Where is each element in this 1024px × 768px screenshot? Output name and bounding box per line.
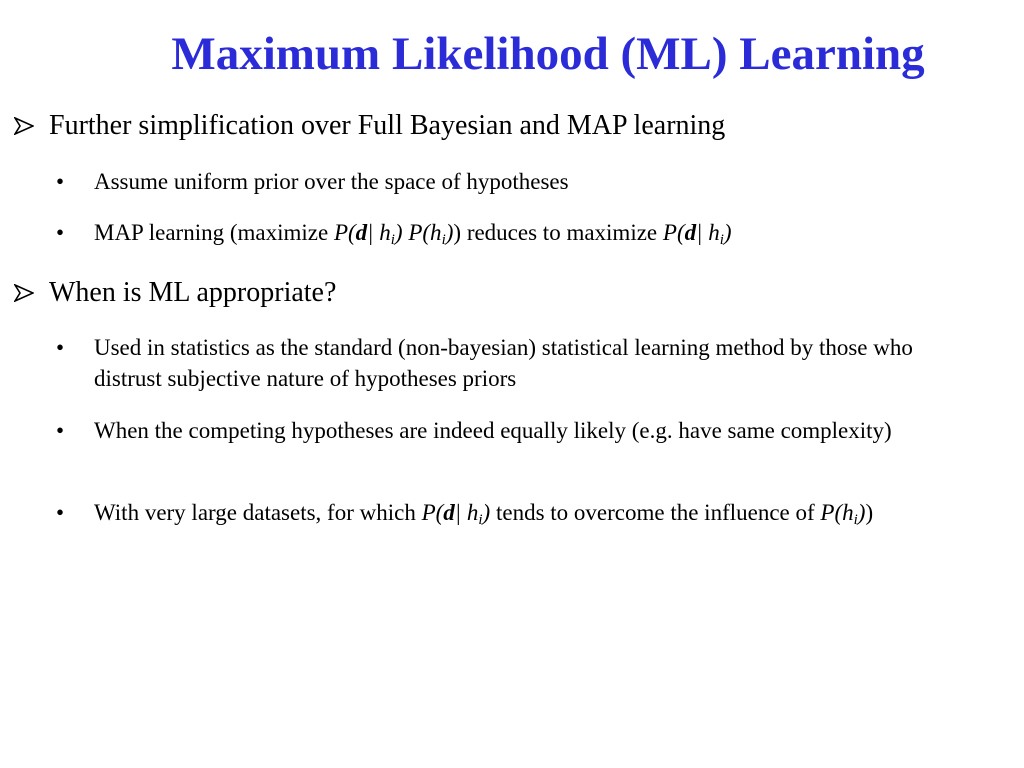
bullet-dot-icon: • [56,169,65,194]
slide-title: Maximum Likelihood (ML) Learning [171,28,925,80]
bullet-dot-icon: • [56,220,65,245]
sub-bullet-2-1 [56,332,976,394]
sub-bullet-1-2-text: MAP learning (maximize P(d| $h_i$) $P(h_i)$) reduces to maximize P(d| $h_i$) [94,220,732,248]
sub-bullet-2-2-text: When the competing hypotheses are indeed equally likely (e.g. have same complexity) [94,418,892,443]
arrowhead-bullet-icon [14,117,34,135]
sub-bullet-2-3 [56,497,976,528]
arrowhead-bullet-icon [14,284,34,302]
bullet-dot-icon: • [56,500,65,525]
sub-bullet-2-2 [56,415,976,446]
bullet-point-2-text: When is ML appropriate? [49,277,337,308]
sub-bullet-1-2 [56,217,976,248]
sub-bullet-2-1-text: Used in statistics as the standard (non-bayesian) statistical learning method by those who distrust subjective nature of hypotheses priors [94,335,913,391]
bullet-dot-icon: • [56,335,65,360]
sub-bullet-1-1 [56,166,976,197]
sub-bullet-2-3-text: With very large datasets, for which P(d| $h_i$) tends to overcome the influence of $P(h_i)$) [94,500,874,528]
sub-bullet-1-1-text: Assume uniform prior over the space of hypotheses [94,169,569,194]
bullet-point-1-text: Further simplification over Full Bayesian and MAP learning [49,110,726,141]
bullet-dot-icon: • [56,418,65,443]
